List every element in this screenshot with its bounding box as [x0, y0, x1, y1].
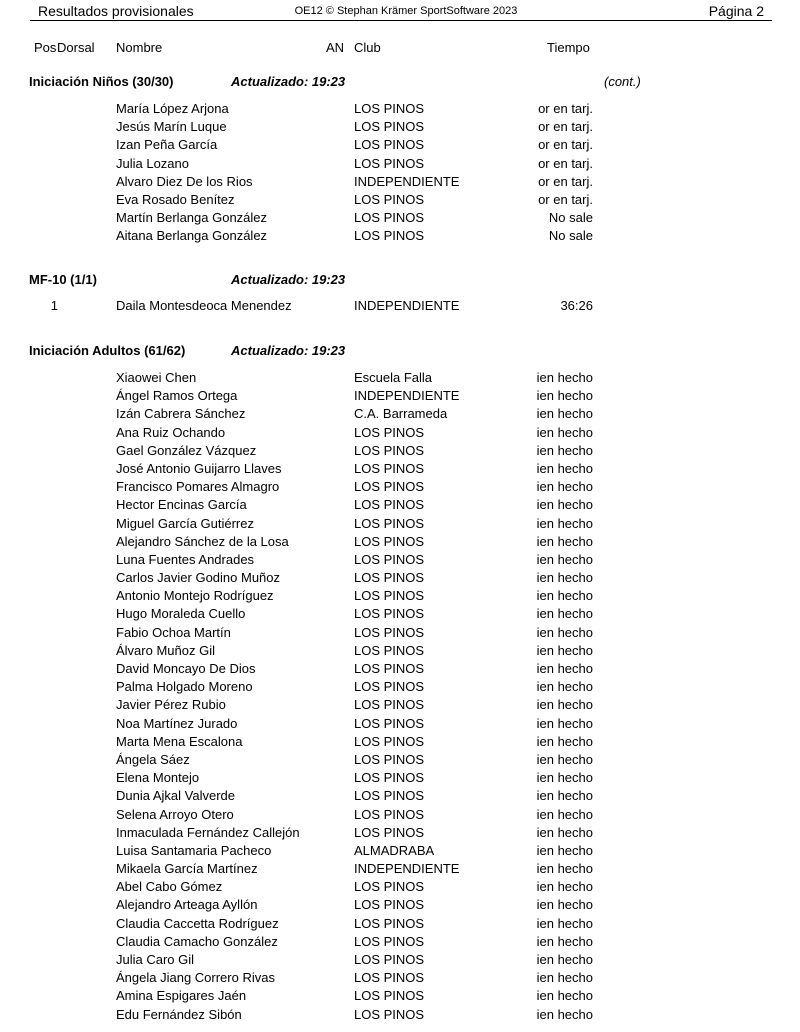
result-time: [492, 298, 593, 313]
result-row: [0, 137, 800, 155]
result-time-text: ien hecho: [536, 551, 593, 567]
runner-name: Fabio Ochoa Martín: [116, 624, 231, 640]
result-time: [492, 861, 593, 876]
runner-name: Martín Berlanga González: [116, 210, 268, 226]
result-time: [492, 1007, 593, 1022]
runner-club: LOS PINOS: [354, 661, 425, 676]
runner-name: Ángela Jiang Correro Rivas: [116, 970, 275, 986]
result-time-text: ien hecho: [536, 806, 593, 822]
runner-name: Ángela Sáez: [116, 751, 190, 767]
result-time: [492, 370, 593, 385]
result-time-text: 36:26: [560, 298, 593, 313]
runner-name: Julia Lozano: [116, 155, 189, 171]
runner-club: LOS PINOS: [354, 460, 425, 476]
runner-name: Carlos Javier Godino Muñoz: [116, 570, 281, 586]
result-time: [492, 988, 593, 1003]
runner-club: LOS PINOS: [354, 679, 425, 695]
result-time: [492, 843, 593, 858]
results-list: [0, 101, 800, 247]
column-header-club: Club: [354, 40, 381, 55]
result-time: [492, 552, 593, 567]
runner-name: Palma Holgado Moreno: [116, 679, 253, 695]
runner-club: LOS PINOS: [354, 1006, 425, 1022]
runner-club: LOS PINOS: [354, 191, 425, 207]
result-row: [0, 101, 800, 119]
result-time-text: ien hecho: [536, 988, 593, 1004]
result-time-text: ien hecho: [536, 588, 593, 604]
result-row: [0, 716, 800, 734]
result-row: [0, 843, 800, 861]
result-row: [0, 788, 800, 806]
result-row: [0, 988, 800, 1006]
result-time: [492, 156, 593, 171]
result-row: [0, 661, 800, 679]
runner-club: LOS PINOS: [354, 751, 425, 767]
results-list: [0, 370, 800, 1025]
column-header-pos: Pos: [34, 40, 57, 55]
runner-club: LOS PINOS: [354, 624, 425, 640]
runner-name: Luisa Santamaria Pacheco: [116, 842, 272, 858]
result-time-text: ien hecho: [536, 733, 593, 749]
result-time-text: ien hecho: [536, 606, 593, 622]
runner-name: Julia Caro Gil: [116, 952, 195, 967]
result-time: [492, 807, 593, 822]
runner-name: David Moncayo De Dios: [116, 661, 256, 676]
runner-name: Claudia Camacho González: [116, 933, 278, 949]
runner-club: C.A. Barrameda: [354, 406, 448, 422]
result-time-text: or en tarj.: [538, 119, 593, 135]
runner-club: LOS PINOS: [354, 424, 425, 440]
result-row: [0, 825, 800, 843]
result-row: [0, 807, 800, 825]
runner-name: Xiaowei Chen: [116, 370, 197, 385]
result-time-text: No sale: [548, 228, 593, 244]
software-credit: OE12 © Stephan Krämer SportSoftware 2023: [294, 5, 518, 17]
runner-club: LOS PINOS: [354, 515, 425, 531]
result-row: [0, 298, 800, 316]
result-row: [0, 734, 800, 752]
result-time: [492, 588, 593, 603]
runner-club: LOS PINOS: [354, 824, 425, 840]
result-time-text: ien hecho: [536, 715, 593, 731]
result-time-text: ien hecho: [536, 515, 593, 531]
result-time: [492, 443, 593, 458]
section-updated: Actualizado: 19:23: [231, 272, 346, 287]
runner-name: Ángel Ramos Ortega: [116, 388, 238, 404]
runner-name: Francisco Pomares Almagro: [116, 479, 280, 495]
result-row: [0, 861, 800, 879]
result-time: [492, 406, 593, 421]
runner-club: INDEPENDIENTE: [354, 173, 460, 189]
result-time-text: ien hecho: [536, 624, 593, 640]
result-time-text: ien hecho: [536, 824, 593, 840]
result-time-text: No sale: [548, 210, 593, 226]
result-row: [0, 534, 800, 552]
result-time-text: ien hecho: [536, 788, 593, 804]
result-time-text: or en tarj.: [538, 101, 593, 116]
result-time: [492, 770, 593, 785]
result-row: [0, 388, 800, 406]
document-title: Resultados provisionales: [38, 3, 194, 19]
result-row: [0, 643, 800, 661]
result-row: [0, 443, 800, 461]
runner-club: Escuela Falla: [354, 370, 433, 385]
result-row: [0, 588, 800, 606]
runner-club: LOS PINOS: [354, 155, 425, 171]
runner-club: INDEPENDIENTE: [354, 298, 460, 313]
runner-club: LOS PINOS: [354, 210, 425, 226]
result-time-text: or en tarj.: [538, 155, 593, 171]
result-row: [0, 897, 800, 915]
result-time-text: ien hecho: [536, 842, 593, 858]
result-time-text: ien hecho: [536, 933, 593, 949]
result-time: [492, 461, 593, 476]
result-time: [492, 516, 593, 531]
result-row: [0, 479, 800, 497]
runner-club: LOS PINOS: [354, 733, 425, 749]
result-time: [492, 661, 593, 676]
result-row: [0, 625, 800, 643]
result-row: [0, 406, 800, 424]
result-row: [0, 552, 800, 570]
section-title: [0, 272, 800, 292]
result-time: [492, 192, 593, 207]
result-row: [0, 516, 800, 534]
result-row: [0, 192, 800, 210]
runner-club: INDEPENDIENTE: [354, 388, 460, 404]
runner-club: LOS PINOS: [354, 588, 425, 604]
runner-name: Daila Montesdeoca Menendez: [116, 298, 292, 313]
runner-club: INDEPENDIENTE: [354, 861, 460, 877]
runner-club: LOS PINOS: [354, 570, 425, 586]
result-time: [492, 625, 593, 640]
result-row: [0, 679, 800, 697]
result-row: [0, 770, 800, 788]
result-time: [492, 388, 593, 403]
result-row: [0, 879, 800, 897]
result-time-text: ien hecho: [536, 1006, 593, 1022]
result-time: [492, 716, 593, 731]
runner-name: Izán Cabrera Sánchez: [116, 406, 246, 422]
result-time: [492, 788, 593, 803]
result-time: [492, 425, 593, 440]
result-time-text: ien hecho: [536, 897, 593, 913]
column-header-an: AN: [326, 40, 345, 55]
page-header: [30, 0, 772, 21]
result-row: [0, 1007, 800, 1025]
runner-name: Álvaro Muñoz Gil: [116, 642, 215, 658]
runner-club: LOS PINOS: [354, 551, 425, 567]
runner-club: LOS PINOS: [354, 879, 425, 895]
result-row: [0, 174, 800, 192]
result-position: 1: [50, 298, 58, 313]
section-name: MF-10 (1/1): [29, 272, 97, 287]
result-time-text: or en tarj.: [538, 191, 593, 207]
runner-name: Dunia Ajkal Valverde: [116, 788, 235, 804]
result-time-text: ien hecho: [536, 642, 593, 658]
runner-name: Alejandro Sánchez de la Losa: [116, 533, 289, 549]
result-time: [492, 101, 593, 116]
result-time: [492, 137, 593, 152]
result-time: [492, 934, 593, 949]
section-title: [0, 74, 800, 94]
runner-name: Alvaro Diez De los Rios: [116, 173, 253, 189]
runner-name: Elena Montejo: [116, 770, 200, 786]
runner-name: Luna Fuentes Andrades: [116, 551, 255, 567]
runner-name: Noa Martínez Jurado: [116, 715, 238, 731]
result-row: [0, 570, 800, 588]
result-time: [492, 534, 593, 549]
runner-club: LOS PINOS: [354, 442, 425, 458]
result-row: [0, 210, 800, 228]
section-continued: (cont.): [604, 74, 641, 89]
runner-club: LOS PINOS: [354, 479, 425, 495]
runner-name: Ana Ruiz Ochando: [116, 424, 226, 440]
runner-club: LOS PINOS: [354, 101, 425, 116]
result-row: [0, 970, 800, 988]
section-name: Iniciación Adultos (61/62): [29, 343, 186, 358]
result-time-text: ien hecho: [536, 406, 593, 422]
result-time: [492, 697, 593, 712]
runner-name: María López Arjona: [116, 101, 229, 116]
runner-club: LOS PINOS: [354, 770, 425, 786]
runner-name: Selena Arroyo Otero: [116, 806, 234, 822]
result-time-text: ien hecho: [536, 460, 593, 476]
result-time-text: ien hecho: [536, 497, 593, 513]
result-time: [492, 825, 593, 840]
result-time: [492, 879, 593, 894]
result-row: [0, 952, 800, 970]
column-header-dorsal: [57, 40, 105, 55]
result-time: [492, 916, 593, 931]
runner-name: Miguel García Gutiérrez: [116, 515, 254, 531]
result-time: [492, 679, 593, 694]
result-time-text: or en tarj.: [538, 137, 593, 153]
runner-club: LOS PINOS: [354, 642, 425, 658]
runner-club: LOS PINOS: [354, 497, 425, 513]
result-time: [492, 752, 593, 767]
result-time: [492, 570, 593, 585]
runner-name: Claudia Caccetta Rodríguez: [116, 915, 279, 931]
result-time-text: ien hecho: [536, 442, 593, 458]
runner-name: Javier Pérez Rubio: [116, 697, 226, 713]
runner-club: LOS PINOS: [354, 952, 425, 967]
result-row: [0, 697, 800, 715]
runner-name: Mikaela García Martínez: [116, 861, 258, 877]
runner-club: LOS PINOS: [354, 988, 425, 1004]
runner-club: LOS PINOS: [354, 533, 425, 549]
result-row: [0, 934, 800, 952]
result-row: [0, 425, 800, 443]
section-mf-10: [0, 272, 800, 316]
result-time-text: ien hecho: [536, 424, 593, 440]
section-name: Iniciación Niños (30/30): [29, 74, 174, 89]
runner-club: LOS PINOS: [354, 715, 425, 731]
column-header-dorsal-text: Dorsal: [57, 40, 95, 55]
section-updated: Actualizado: 19:23: [231, 343, 346, 358]
result-time-text: ien hecho: [536, 970, 593, 986]
result-time-text: ien hecho: [536, 370, 593, 385]
result-time-text: ien hecho: [536, 770, 593, 786]
result-time: [492, 497, 593, 512]
page-number: Página 2: [708, 3, 764, 19]
result-time-text: ien hecho: [536, 952, 593, 967]
column-headers: [0, 40, 800, 56]
result-time: [492, 210, 593, 225]
result-time: [492, 897, 593, 912]
runner-name: Alejandro Arteaga Ayllón: [116, 897, 258, 913]
runner-name: Edu Fernández Sibón: [116, 1006, 242, 1022]
result-time-text: ien hecho: [536, 388, 593, 404]
result-row: [0, 370, 800, 388]
section-updated: Actualizado: 19:23: [231, 74, 346, 89]
runner-name: Marta Mena Escalona: [116, 733, 243, 749]
result-time-text: ien hecho: [536, 679, 593, 695]
runner-club: LOS PINOS: [354, 228, 425, 244]
runner-club: LOS PINOS: [354, 897, 425, 913]
result-time-text: or en tarj.: [538, 173, 593, 189]
runner-name: Aitana Berlanga González: [116, 228, 268, 244]
result-time-text: ien hecho: [536, 879, 593, 895]
runner-club: LOS PINOS: [354, 788, 425, 804]
result-row: [0, 119, 800, 137]
runner-club: LOS PINOS: [354, 137, 425, 153]
runner-club: LOS PINOS: [354, 806, 425, 822]
runner-name: Antonio Montejo Rodríguez: [116, 588, 274, 604]
result-time-text: ien hecho: [536, 479, 593, 495]
runner-club: LOS PINOS: [354, 606, 425, 622]
runner-name: Hugo Moraleda Cuello: [116, 606, 246, 622]
result-time: [492, 643, 593, 658]
results-list: [0, 298, 800, 316]
result-time: [492, 952, 593, 967]
result-row: [0, 461, 800, 479]
result-time-text: ien hecho: [536, 533, 593, 549]
runner-name: Eva Rosado Benítez: [116, 191, 235, 207]
section-iniciacion-adultos: [0, 343, 800, 1025]
runner-club: LOS PINOS: [354, 697, 425, 713]
result-time: [492, 479, 593, 494]
result-time: [492, 119, 593, 134]
result-time: [492, 970, 593, 985]
runner-club: LOS PINOS: [354, 933, 425, 949]
runner-name: Jesús Marín Luque: [116, 119, 227, 135]
runner-name: Abel Cabo Gómez: [116, 879, 223, 895]
result-time: [492, 228, 593, 243]
section-title: [0, 343, 800, 363]
result-time-text: ien hecho: [536, 661, 593, 676]
result-time: [492, 734, 593, 749]
runner-name: Inmaculada Fernández Callejón: [116, 824, 300, 840]
runner-name: Hector Encinas García: [116, 497, 247, 513]
result-row: [0, 156, 800, 174]
result-time-text: ien hecho: [536, 861, 593, 877]
runner-name: Gael González Vázquez: [116, 442, 257, 458]
runner-name: José Antonio Guijarro Llaves: [116, 460, 282, 476]
runner-club: LOS PINOS: [354, 970, 425, 986]
runner-club: LOS PINOS: [354, 915, 425, 931]
result-row: [0, 752, 800, 770]
runner-club: LOS PINOS: [354, 119, 425, 135]
runner-name: Izan Peña García: [116, 137, 218, 153]
result-time: [492, 606, 593, 621]
result-time-text: ien hecho: [536, 697, 593, 713]
runner-name: Amina Espigares Jaén: [116, 988, 247, 1004]
column-header-nombre: Nombre: [116, 40, 163, 55]
result-row: [0, 606, 800, 624]
result-row: [0, 916, 800, 934]
column-header-tiempo: Tiempo: [547, 40, 590, 55]
result-row: [0, 228, 800, 246]
result-time-text: ien hecho: [536, 751, 593, 767]
runner-club: ALMADRABA: [354, 842, 435, 858]
section-iniciacion-ninos: [0, 74, 800, 247]
result-row: [0, 497, 800, 515]
result-time-text: ien hecho: [536, 915, 593, 931]
result-time: [492, 174, 593, 189]
result-time-text: ien hecho: [536, 570, 593, 586]
